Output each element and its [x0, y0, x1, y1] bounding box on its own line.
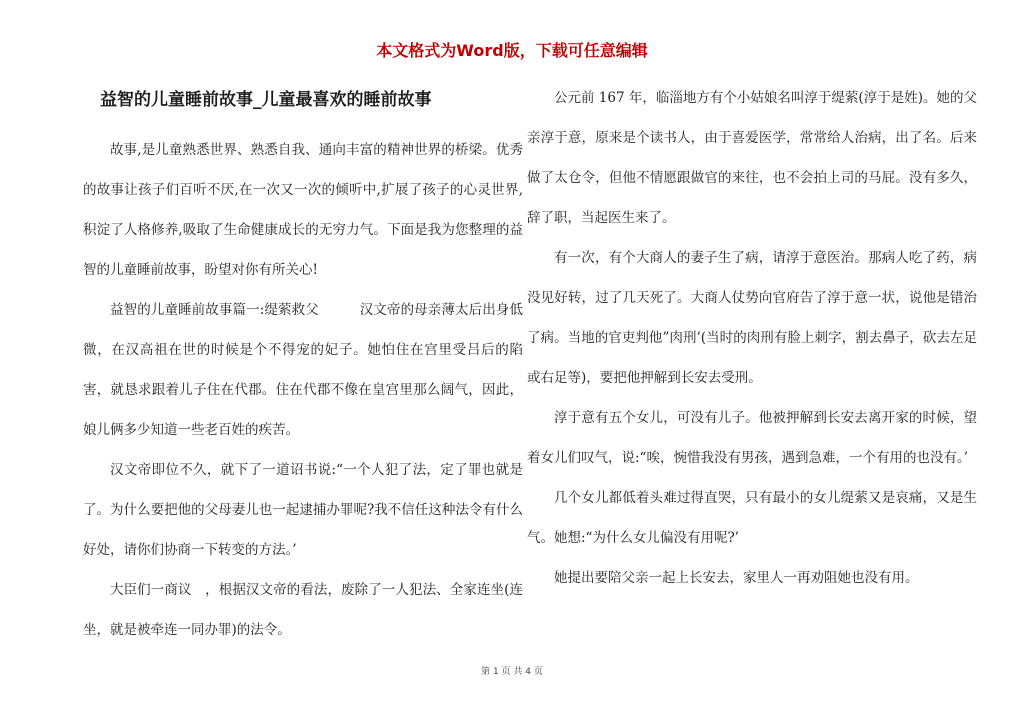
- paragraph: 故事,是儿童熟悉世界、熟悉自我、通向丰富的精神世界的桥梁。优秀的故事让孩子们百听不厌,在一次又一次的倾听中,扩展了孩子的心灵世界,积淀了人格修养,吸取了生命健康成长的无穷力气。下面是我为您整理的益智的儿童睡前故事，盼望对你有所关心!: [83, 142, 523, 278]
- paragraph: 淳于意有五个女儿，可没有儿子。他被押解到长安去离开家的时候，望着女儿们叹气，说:“唉，惋惜我没有男孩，遇到急难，一个有用的也没有。’: [527, 410, 977, 466]
- paragraph: 她提出要陪父亲一起上长安去，家里人一再劝阻她也没有用。: [554, 570, 919, 586]
- paragraph: 大臣们一商议 ，根据汉文帝的看法，废除了一人犯法、全家连坐(连坐，就是被牵连一同办罪)的法令。: [83, 582, 523, 638]
- left-column: [83, 78, 523, 650]
- paragraph: 益智的儿童睡前故事篇一:缇萦救父 汉文帝的母亲薄太后出身低微，在汉高祖在世的时候是个不得宠的妃子。她怕住在宫里受吕后的陷害，就恳求跟着儿子住在代郡。住在代郡不像在皇宫里那么阔气，因此，娘儿俩多少知道一些老百姓的疾苦。: [83, 302, 523, 438]
- word-banner: 本文格式为Word版，下载可任意编辑: [376, 41, 648, 60]
- paragraph: 汉文帝即位不久，就下了一道诏书说:“一个人犯了法，定了罪也就是了。为什么要把他的父母妻儿也一起逮捕办罪呢?我不信任这种法令有什么好处，请你们协商一下转变的方法。’: [83, 462, 523, 558]
- paragraph: 公元前 167 年，临淄地方有个小姑娘名叫淳于缇萦(淳于是姓)。她的父亲淳于意，原来是个读书人，由于喜爱医学，常常给人治病，出了名。后来做了太仓令，但他不情愿跟做官的来往，也不会拍上司的马屁。没有多久，辞了职，当起医生来了。: [527, 90, 977, 226]
- article-title: 益智的儿童睡前故事_儿童最喜欢的睡前故事: [100, 90, 432, 110]
- right-column: [527, 78, 977, 598]
- paragraph: 有一次，有个大商人的妻子生了病，请淳于意医治。那病人吃了药，病没见好转，过了几天死了。大商人仗势向官府告了淳于意一状，说他是错治了病。当地的官吏判他”肉刑’(当时的肉刑有脸上刺字，割去鼻子，砍去左足或右足等)，要把他押解到长安去受刑。: [527, 250, 977, 386]
- page-number: 第 1 页 共 4 页: [481, 667, 543, 677]
- paragraph: 几个女儿都低着头难过得直哭，只有最小的女儿缇萦又是哀痛，又是生气。她想:“为什么女儿偏没有用呢?’: [527, 490, 977, 546]
